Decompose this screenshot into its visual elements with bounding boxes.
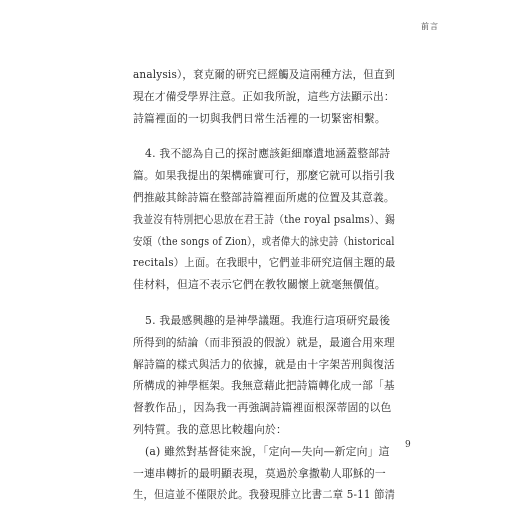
text-line: 所得到的結論（而非預設的假說）就是，最適合用來理: [133, 335, 395, 349]
text-line: 生，但這並不僅限於此。我發現腓立比書二章 5-11 節清: [133, 488, 396, 502]
text-line: 解詩篇的樣式與活力的依據，就是由十字架苦刑與復活: [133, 357, 395, 371]
text-line: 所構成的神學框架。我無意藉此把詩篇轉化成一部「基: [133, 379, 395, 393]
text-line: 督教作品」，因為我一再強調詩篇裡面根深蒂固的以色: [133, 401, 392, 415]
text-line: 4. 我不認為自己的探討應該鉅細靡遺地涵蓋整部詩: [145, 147, 391, 161]
text-line: 安頌（the songs of Zion），或者偉大的詠史詩（historical: [133, 234, 395, 248]
page-number: 9: [405, 440, 411, 450]
text-line: 篇。如果我提出的架構確實可行，那麼它就可以指引我: [133, 169, 395, 183]
paragraph: [133, 143, 395, 296]
text-line: analysis），袞克爾的研究已經觸及這兩種方法，但直到: [133, 68, 396, 81]
text-line: (a) 雖然對基督徒來說，「定向—失向—新定向」這: [145, 444, 390, 458]
paragraph: [133, 441, 395, 506]
text-line: 列特質。我的意思比較趨向於：: [133, 422, 287, 436]
text-line: 一連串轉折的最明顯表現，莫過於拿撒勒人耶穌的一: [133, 466, 386, 480]
text-line: 5. 我最感興趣的是神學議題。我進行這項研究最後: [145, 313, 391, 327]
text-line: 我並沒有特別把心思放在君王詩（the royal psalms）、錫: [133, 212, 396, 226]
paragraph: [133, 64, 395, 129]
text-line: 現在才備受學界注意。正如我所說，這些方法顯示出：: [133, 89, 395, 103]
text-line: 們推敲其餘詩篇在整部詩篇裡面所處的位置及其意義。: [133, 190, 395, 204]
text-line: 佳材料，但這不表示它們在教牧關懷上就毫無價值。: [133, 278, 386, 292]
body-text: [133, 64, 395, 506]
paragraph: [133, 310, 395, 441]
text-line: recitals）上面。在我眼中，它們並非研究這個主題的最: [133, 256, 396, 270]
running-head: 前言: [421, 22, 439, 31]
text-line: 詩篇裡面的一切與我們日常生活裡的一切緊密相繫。: [133, 111, 386, 125]
